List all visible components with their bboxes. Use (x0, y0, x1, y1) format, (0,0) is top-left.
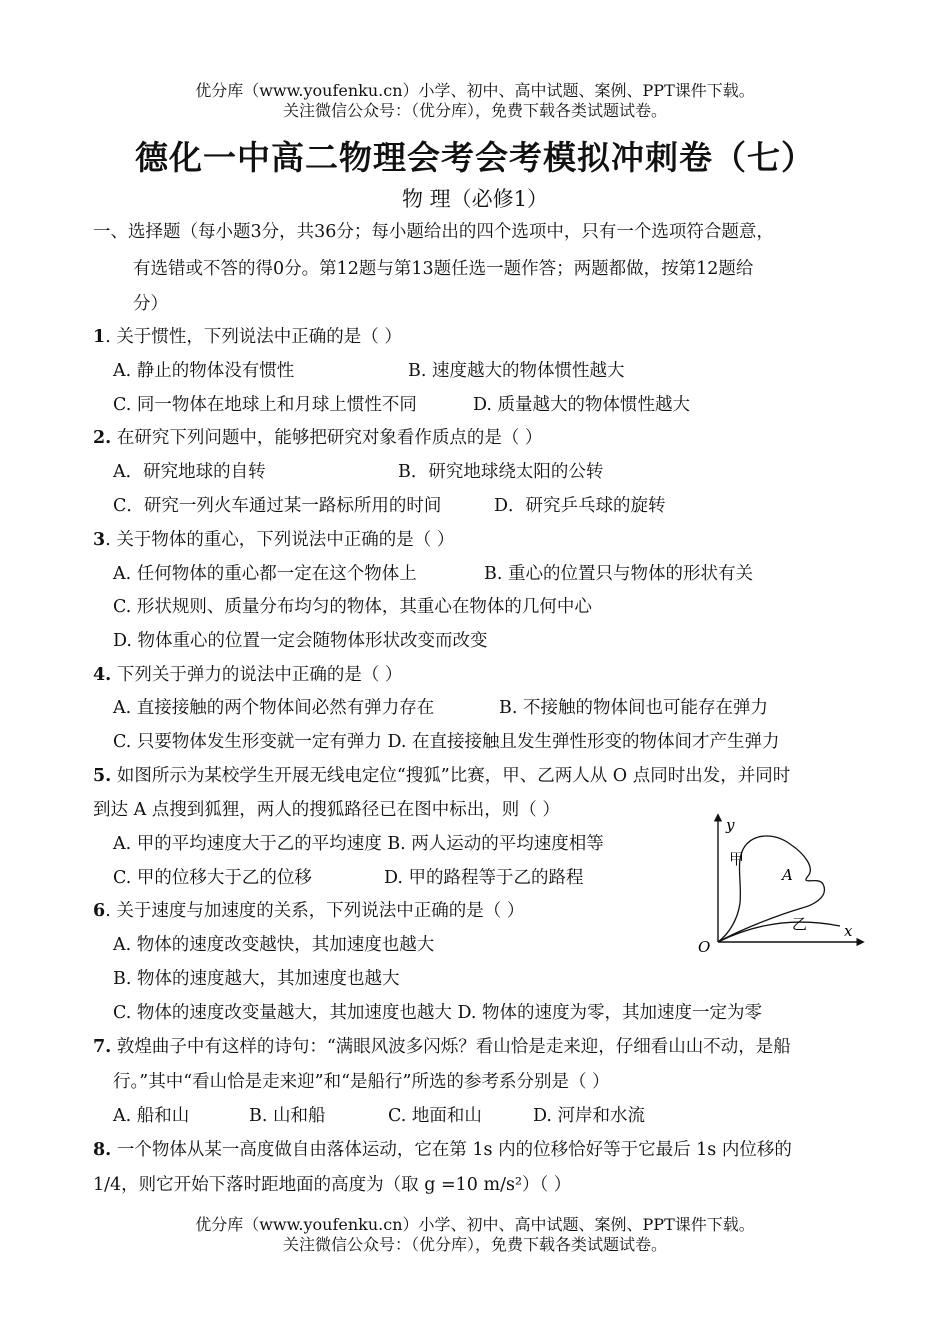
q4-option-c-d: C. 只要物体发生形变就一定有弹力 D. 在直接接触且发生弹性形变的物体间才产生弹力 (113, 732, 780, 752)
question-7-stem-line-2: 行。”其中“看山恰是走来迎”和“是船行”所选的参考系分别是（ ） (113, 1072, 610, 1092)
question-8 (93, 1138, 792, 1162)
yi-path-lower (718, 922, 840, 942)
q3-option-c: C. 形状规则、质量分布均匀的物体，其重心在物体的几何中心 (113, 597, 592, 617)
yi-label: 乙 (792, 915, 808, 933)
question-4-number: 4. (93, 665, 112, 685)
q2-option-c: C．研究一列火车通过某一路标所用的时间 (113, 496, 442, 516)
q7-option-b: B. 山和船 (249, 1106, 326, 1126)
question-5-number: 5. (93, 766, 112, 786)
question-4 (93, 663, 402, 687)
footer-line-2: 关注微信公众号：（优分库），免费下载各类试题试卷。 (282, 1235, 667, 1254)
section-instruction-line-3: 分） (133, 294, 168, 314)
question-2-number: 2. (93, 428, 112, 448)
q4-option-b: B. 不接触的物体间也可能存在弹力 (499, 698, 768, 718)
q2-option-a: A．研究地球的自转 (113, 462, 266, 482)
q7-option-d: D. 河岸和水流 (533, 1106, 646, 1126)
question-5-stem-line-2: 到达 A 点搜到狐狸，两人的搜狐路径已在图中标出，则（ ） (93, 800, 560, 820)
q5-option-c: C. 甲的位移大于乙的位移 (113, 868, 312, 888)
q3-option-d: D. 物体重心的位置一定会随物体形状改变而改变 (113, 631, 488, 651)
question-8-number: 8. (93, 1140, 112, 1160)
question-8-stem-line-1: 一个物体从某一高度做自由落体运动，它在第 1s 内的位移恰好等于它最后 1s 内位移的 (111, 1140, 792, 1160)
question-7 (93, 1035, 791, 1059)
question-1-stem: . 关于惯性，下列说法中正确的是（ ） (105, 327, 402, 347)
q7-option-a: A. 船和山 (113, 1106, 190, 1126)
question-6-stem: . 关于速度与加速度的关系，下列说法中正确的是（ ） (105, 901, 525, 921)
q4-option-a: A. 直接接触的两个物体间必然有弹力存在 (113, 698, 435, 718)
page-title: 德化一中高二物理会考会考模拟冲刺卷（七） (135, 138, 815, 177)
q1-option-c: C. 同一物体在地球上和月球上惯性不同 (113, 395, 417, 415)
q6-option-b: B. 物体的速度越大，其加速度也越大 (113, 969, 400, 989)
question-7-number: 7. (93, 1037, 112, 1057)
q1-option-a: A. 静止的物体没有惯性 (113, 361, 295, 381)
q1-option-b: B. 速度越大的物体惯性越大 (408, 361, 625, 381)
q1-option-d: D. 质量越大的物体惯性越大 (473, 395, 691, 415)
question-1 (93, 325, 402, 349)
question-3-stem: . 关于物体的重心，下列说法中正确的是（ ） (105, 530, 455, 550)
question-6 (93, 899, 524, 923)
q5-path-diagram (690, 808, 870, 958)
question-3-number: 3 (93, 530, 106, 550)
question-5-stem-line-1: 如图所示为某校学生开展无线电定位“搜狐”比赛，甲、乙两人从 O 点同时出发，并同时 (111, 766, 791, 786)
q6-option-a: A. 物体的速度改变越快，其加速度也越大 (113, 935, 435, 955)
question-2 (93, 426, 542, 450)
question-1-number: 1 (93, 327, 106, 347)
jia-label: 甲 (729, 850, 745, 868)
header-line-2: 关注微信公众号：（优分库），免费下载各类试题试卷。 (282, 101, 667, 120)
x-axis-label: x (844, 922, 853, 940)
q5-option-a-b: A. 甲的平均速度大于乙的平均速度 B. 两人运动的平均速度相等 (113, 834, 604, 854)
footer-line-1: 优分库（www.youfenku.cn）小学、初中、高中试题、案例、PPT课件下载。 (195, 1215, 755, 1234)
page-subtitle: 物 理（必修1） (401, 187, 549, 211)
question-5 (93, 764, 790, 788)
q3-option-a: A. 任何物体的重心都一定在这个物体上 (113, 564, 417, 584)
question-2-stem: 在研究下列问题中，能够把研究对象看作质点的是（ ） (111, 428, 543, 448)
q5-option-d: D. 甲的路程等于乙的路程 (384, 868, 584, 888)
y-axis-label: y (726, 816, 735, 834)
q2-option-b: B．研究地球绕太阳的公转 (398, 462, 604, 482)
question-8-stem-line-2: 1/4，则它开始下落时距地面的高度为（取 g =10 m/s²）（ ） (93, 1175, 572, 1195)
point-a-label: A (782, 866, 793, 884)
section-instruction-line-2: 有选错或不答的得0分。第12题与第13题任选一题作答；两题都做，按第12题给 (133, 259, 754, 279)
header-line-1: 优分库（www.youfenku.cn）小学、初中、高中试题、案例、PPT课件下载。 (195, 81, 755, 100)
origin-label: O (698, 938, 711, 956)
question-7-stem-line-1: 敦煌曲子中有这样的诗句：“满眼风波多闪烁？看山恰是走来迎，仔细看山山不动，是船 (111, 1037, 791, 1057)
question-4-stem: 下列关于弹力的说法中正确的是（ ） (111, 665, 403, 685)
q6-option-c-d: C. 物体的速度改变量越大，其加速度也越大 D. 物体的速度为零，其加速度一定为零 (113, 1003, 762, 1023)
question-3 (93, 528, 454, 552)
section-instruction-line-1: 一、选择题（每小题3分，共36分；每小题给出的四个选项中，只有一个选项符合题意， (93, 222, 774, 242)
question-6-number: 6 (93, 901, 106, 921)
q7-option-c: C. 地面和山 (388, 1106, 482, 1126)
q2-option-d: D．研究乒乓球的旋转 (494, 496, 666, 516)
q3-option-b: B. 重心的位置只与物体的形状有关 (484, 564, 753, 584)
